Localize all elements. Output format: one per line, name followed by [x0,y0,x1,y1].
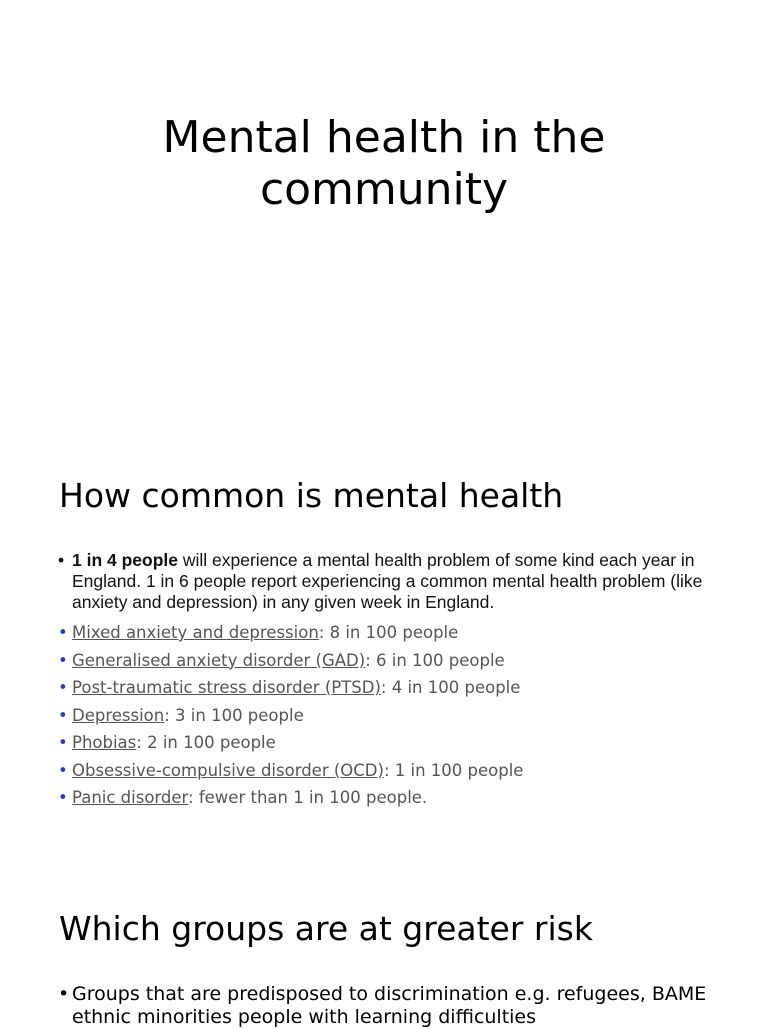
bullet-icon: • [58,650,68,670]
slide-title [0,112,768,216]
risk-item-text: Groups that are predisposed to discrimination e.g. refugees, BAME ethnic minorities people with learning difficulties [72,983,707,1028]
stat-item-depression [58,702,718,730]
link-mixed-anxiety-depression[interactable]: Mixed anxiety and depression [72,623,319,642]
prevalence-list [58,550,718,812]
section-heading-greater-risk: Which groups are at greater risk [59,909,593,948]
slide-title-line-1: Mental health in the [162,112,606,163]
link-gad[interactable]: Generalised anxiety disorder (GAD) [72,650,366,670]
stat-value: : 8 in 100 people [318,623,459,642]
stat-item-gad [58,647,718,675]
risk-item [58,983,718,1029]
stat-item-panic-disorder [58,784,718,812]
link-phobias[interactable]: Phobias [72,733,137,752]
stat-item-mixed-anxiety-depression [58,619,718,647]
stat-value: : 2 in 100 people [136,733,276,752]
bullet-icon: • [58,983,70,1005]
link-depression[interactable]: Depression [72,705,165,725]
stat-value: : 3 in 100 people [164,705,304,725]
risk-groups-list [58,983,718,1029]
stat-item-phobias [58,729,718,757]
bullet-icon: • [58,678,68,697]
link-ptsd[interactable]: Post-traumatic stress disorder (PTSD) [72,678,381,697]
section-heading-how-common: How common is mental health [59,476,564,515]
stat-item-ptsd [58,674,718,702]
link-panic-disorder[interactable]: Panic disorder [72,788,189,807]
stat-value: : fewer than 1 in 100 people. [188,788,428,807]
bullet-icon: • [58,705,68,725]
bullet-icon: • [58,788,68,807]
stat-value: : 4 in 100 people [380,678,521,697]
bullet-icon: • [58,623,68,642]
link-ocd[interactable]: Obsessive-compulsive disorder (OCD) [72,760,384,780]
stat-item-ocd [58,757,718,785]
bullet-icon: • [58,760,68,780]
stat-value: : 1 in 100 people [383,760,524,780]
intro-bold-text: 1 in 4 people [72,550,178,570]
bullet-icon: • [58,733,68,752]
bullet-icon: • [58,550,65,570]
slide-title-line-2: community [259,164,509,215]
stat-value: : 6 in 100 people [365,650,505,670]
intro-text: will experience a mental health problem of some kind each year in England. 1 in 6 people report experiencing a common mental health problem (like anxiety and depression) in any given week in England. [72,550,703,612]
intro-bullet [58,550,718,613]
